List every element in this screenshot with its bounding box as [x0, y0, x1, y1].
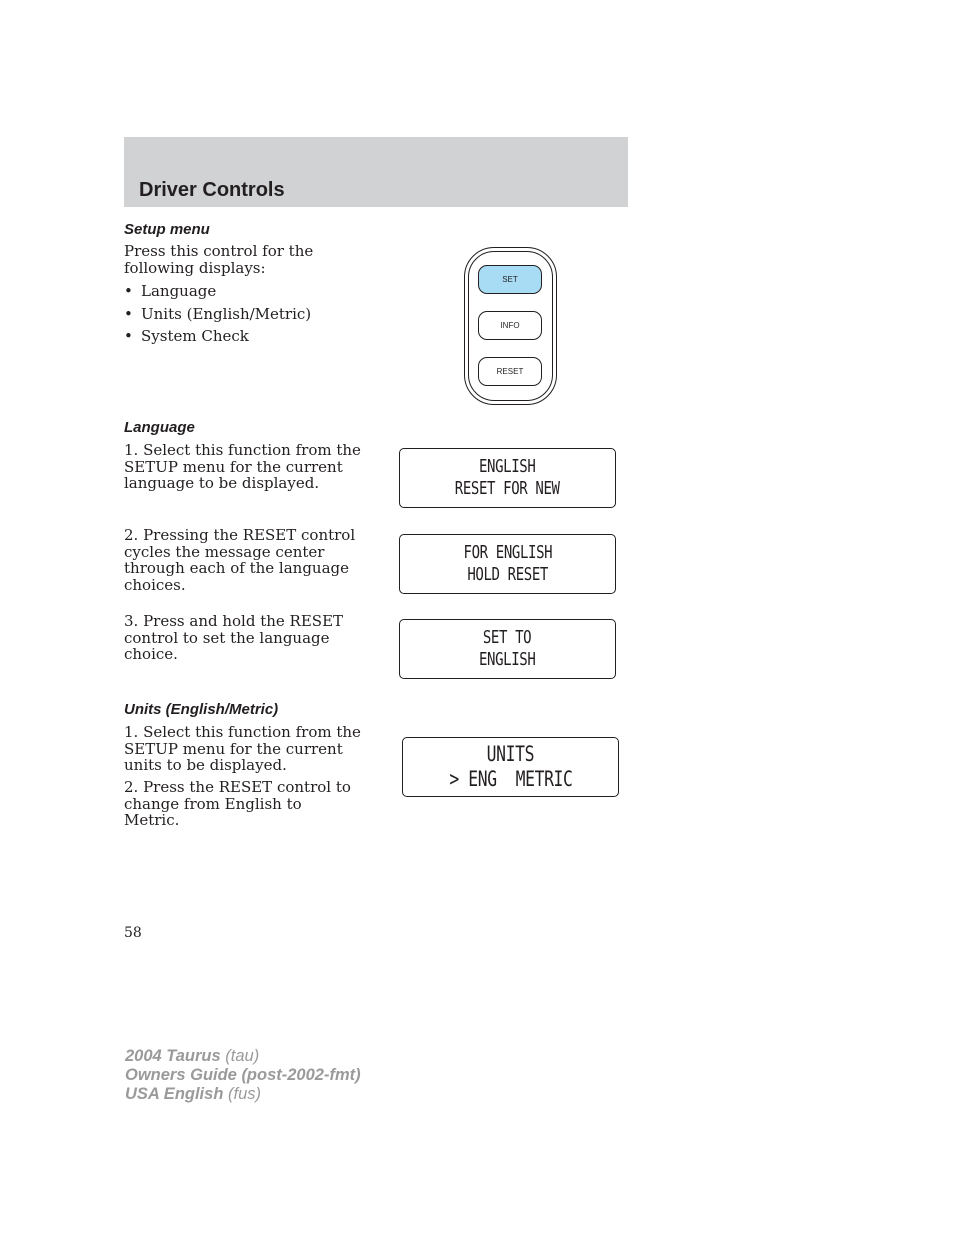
message-display-for-english: FOR ENGLISH HOLD RESET	[399, 534, 616, 594]
document-footer: 2004 Taurus (tau) Owners Guide (post-2002-fmt) USA English (fus)	[125, 1047, 361, 1103]
setup-menu-heading: Setup menu	[124, 221, 210, 238]
message-display-set-to: SET TO ENGLISH	[399, 619, 616, 679]
language-step-1: 1. Select this function from the SETUP menu for the current language to be displayed.	[124, 441, 361, 492]
setup-intro-text: Press this control for the following displays:	[124, 242, 314, 277]
bullet-item: • Units (English/Metric)	[124, 304, 312, 323]
bullet-icon: •	[124, 304, 133, 323]
set-button: SET	[478, 265, 542, 294]
message-display-english: ENGLISH RESET FOR NEW	[399, 448, 616, 508]
language-step-2: 2. Pressing the RESET control cycles the message center through each of the language choices.	[124, 526, 356, 594]
units-step-1: 1. Select this function from the SETUP menu for the current units to be displayed.	[124, 723, 361, 774]
setup-bullet-list	[124, 282, 311, 350]
units-step-2: 2. Press the RESET control to change from English to Metric.	[124, 778, 351, 829]
language-heading: Language	[124, 419, 195, 436]
section-title: Driver Controls	[139, 179, 285, 201]
units-heading: Units (English/Metric)	[124, 701, 279, 718]
bullet-item: • Language	[124, 282, 217, 300]
info-button: INFO	[478, 311, 542, 340]
section-header-band	[124, 137, 628, 207]
control-panel-illustration	[464, 247, 557, 405]
message-display-units: UNITS > ENG METRIC	[402, 737, 619, 797]
page-number: 58	[124, 925, 142, 941]
bullet-icon: •	[124, 327, 133, 345]
bullet-icon: •	[124, 282, 133, 300]
reset-button: RESET	[478, 357, 542, 386]
bullet-item: • System Check	[124, 327, 249, 345]
language-step-3: 3. Press and hold the RESET control to set the language choice.	[124, 612, 344, 663]
